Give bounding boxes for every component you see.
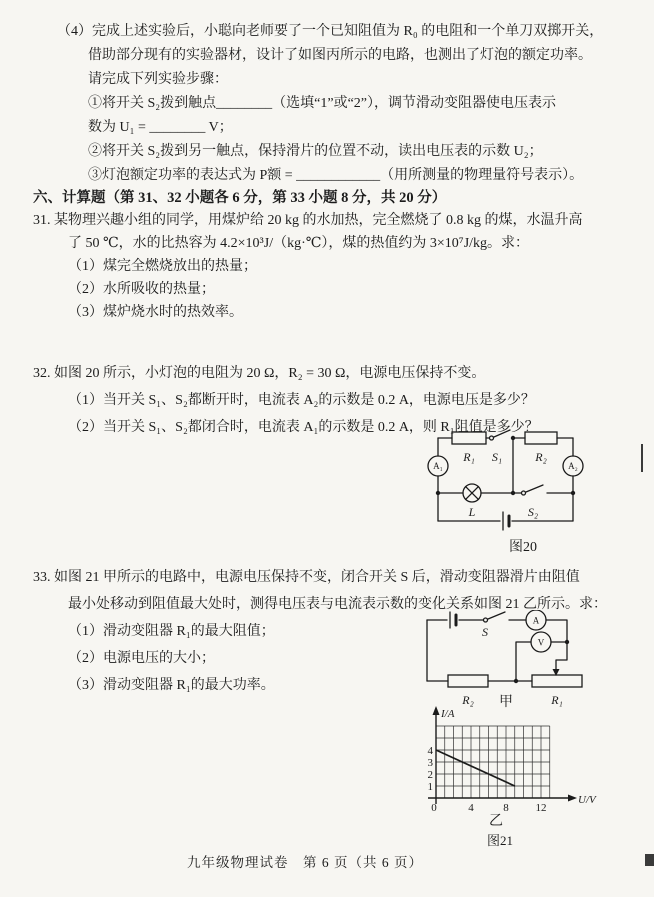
text-line: （2）电源电压的大小； — [68, 651, 215, 666]
fig21a-wires — [427, 610, 582, 687]
x-tick: 0 — [431, 802, 437, 814]
fig20-wires — [428, 430, 583, 530]
scan-artifact — [645, 854, 654, 866]
text-line: （2）水所吸收的热量； — [68, 282, 215, 297]
label-r2: R₂ — [462, 693, 474, 707]
y-axis-arrow-icon — [433, 706, 440, 715]
text-line: （2）当开关 S₁、S₂都闭合时，电流表 A₁的示数是 0.2 A，则 R₁阻值是多少？ — [68, 420, 539, 435]
switch-s-contact — [484, 618, 488, 622]
text-line: ②将开关 S₂拨到另一触点，保持滑片的位置不动，读出电压表的示数 U₂； — [88, 144, 543, 159]
y-tick: 4 — [427, 745, 433, 757]
text-line: （3）煤炉烧水时的热效率。 — [68, 305, 243, 320]
y-tick: 2 — [427, 769, 433, 781]
text-line: 32. 如图 20 所示，小灯泡的电阻为 20 Ω，R₂ = 30 Ω，电源电压保持不变。 — [33, 366, 486, 381]
label-a: A — [532, 615, 540, 626]
label-s2: S₂ — [527, 505, 539, 519]
label-r1: R₁ — [551, 693, 563, 707]
switch-s2-blade — [526, 485, 543, 492]
label-r2: R₂ — [535, 450, 547, 464]
page-footer: 九年级物理试卷 第 6 页（共 6 页） — [187, 855, 423, 870]
fig20-caption: 图20 — [509, 540, 537, 555]
resistor-r1 — [452, 432, 486, 444]
graph-grid — [436, 726, 550, 798]
question-4 — [57, 20, 603, 188]
label-v: V — [537, 637, 545, 648]
figure-21-yi — [424, 704, 652, 857]
y-axis-label: I/A — [441, 708, 455, 720]
text-line: （1）当开关 S₁、S₂都断开时，电流表 A₂的示数是 0.2 A，电源电压是多少？ — [68, 393, 535, 408]
rheostat-r1 — [532, 675, 582, 687]
text-line: （3）滑动变阻器 R₁的最大功率。 — [68, 678, 275, 693]
label-r1: R₁ — [463, 450, 475, 464]
figure-20 — [423, 428, 595, 561]
switch-s-blade — [488, 612, 505, 619]
text-line: 了 50 ℃，水的比热容为 4.2×10³J/（kg·℃），煤的热值约为 3×10⁷J/kg。求： — [68, 236, 530, 251]
label-a2: A₂ — [568, 461, 578, 471]
text-line: 请完成下列实验步骤： — [88, 72, 228, 87]
label-a1: A₁ — [433, 461, 443, 471]
section-heading: 六、计算题（第 31、32 小题各 6 分，第 33 小题 8 分，共 20 分） — [33, 190, 447, 206]
y-tick: 3 — [427, 757, 433, 769]
fig21b-graph-svg — [424, 704, 652, 852]
figure-21-jia — [424, 610, 649, 715]
text-line: 最小处移动到阻值最大处时，测得电压表与电流表示数的变化关系如图 21 乙所示。求： — [68, 597, 607, 612]
x-tick: 4 — [468, 802, 474, 814]
x-tick: 12 — [535, 802, 547, 814]
graph-data-line — [436, 750, 515, 786]
text-line: （1）煤完全燃烧放出的热量； — [68, 259, 257, 274]
fig21a-caption: 甲 — [499, 695, 513, 710]
text-line: ③灯泡额定功率的表达式为 P额 = ____________（用所测量的物理量符号表示）。 — [88, 168, 584, 183]
label-s: S — [482, 625, 488, 639]
text-line: 数为 U₁ = ________ V； — [88, 120, 233, 135]
x-tick: 8 — [503, 802, 509, 814]
label-s1: S₁ — [491, 450, 503, 464]
resistor-r2 — [525, 432, 557, 444]
x-axis-label: U/V — [578, 794, 596, 806]
fig21a-circuit-svg — [424, 610, 649, 710]
y-tick: 1 — [427, 781, 433, 793]
label-lamp: L — [468, 505, 476, 519]
fig20-circuit-svg — [423, 428, 595, 556]
text-line: 借助部分现有的实验器材，设计了如图丙所示的电路，也测出了灯泡的额定功率。 — [88, 48, 592, 63]
text-line: 31. 某物理兴趣小组的同学，用煤炉给 20 kg 的水加热，完全燃烧了 0.8 kg 的煤，水温升高 — [33, 213, 583, 228]
question-31 — [33, 209, 583, 324]
text-line: ①将开关 S₂拨到触点________（选填“1”或“2”），调节滑动变阻器使电压表示 — [88, 96, 557, 111]
scan-artifact — [641, 444, 643, 472]
resistor-r2 — [448, 675, 488, 687]
fig21-figure-label: 图21 — [486, 833, 514, 848]
text-line: （1）滑动变阻器 R₁的最大阻值； — [68, 624, 275, 639]
switch-s1-contact — [490, 436, 494, 440]
x-axis-arrow-icon — [568, 795, 577, 802]
switch-s1-blade — [494, 430, 510, 437]
switch-s2-contact — [522, 491, 526, 495]
fig21b-caption: 乙 — [489, 814, 503, 829]
text-line: 33. 如图 21 甲所示的电路中，电源电压保持不变，闭合开关 S 后，滑动变阻器滑片由阻值 — [33, 570, 580, 585]
text-line: （4）完成上述实验后，小聪向老师要了一个已知阻值为 R₀ 的电阻和一个单刀双掷开关， — [57, 24, 604, 39]
